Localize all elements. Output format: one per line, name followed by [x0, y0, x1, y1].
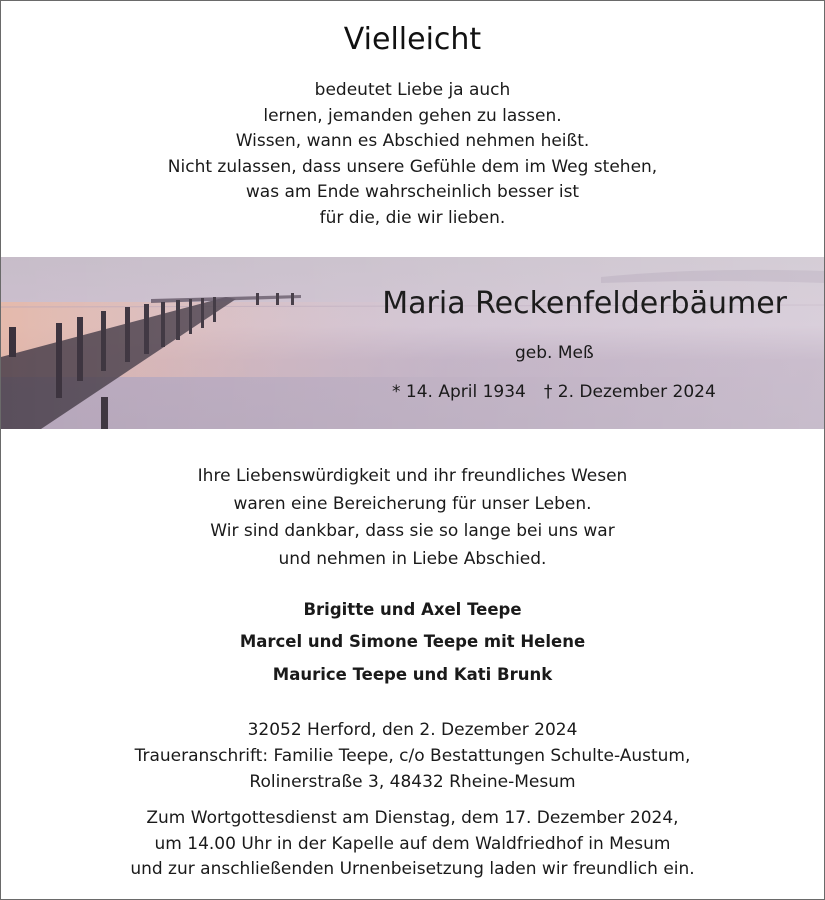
maiden-name: geb. Meß: [515, 343, 594, 363]
poem-line: bedeutet Liebe ja auch: [314, 80, 511, 100]
funeral-service-info: [0, 806, 825, 883]
tribute-line: Wir sind dankbar, dass sie so lange bei uns war: [210, 521, 615, 541]
poem-line: was am Ende wahrscheinlich besser ist: [245, 182, 580, 203]
address-line: Traueranschrift: Familie Teepe, c/o Bestattungen Schulte-Austum,: [134, 746, 691, 766]
poem-line: Wissen, wann es Abschied nehmen heißt.: [235, 131, 590, 152]
tribute-line: Ihre Liebenswürdigkeit und ihr freundliches Wesen: [197, 466, 628, 486]
service-line: Zum Wortgottesdienst am Dienstag, dem 17. Dezember 2024,: [146, 808, 679, 828]
tribute-line: und nehmen in Liebe Abschied.: [278, 548, 547, 569]
deceased-name: Maria Reckenfelderbäumer: [382, 286, 787, 321]
poem-line: für die, die wir lieben.: [319, 207, 506, 228]
lake-pier-banner-image: [1, 257, 824, 429]
tribute-line: waren eine Bereicherung für unser Leben.: [233, 493, 592, 514]
family-member: Brigitte und Axel Teepe: [303, 600, 522, 619]
birth-date: * 14. April 1934: [392, 382, 526, 402]
address-block: [0, 717, 825, 795]
life-dates: [392, 382, 734, 402]
address-line: Rolinerstraße 3, 48432 Rheine-Mesum: [249, 772, 576, 792]
family-member: Marcel und Simone Teepe mit Helene: [239, 632, 586, 652]
tribute-text: [0, 463, 825, 573]
service-line: und zur anschließenden Urnenbeisetzung laden wir freundlich ein.: [130, 859, 695, 879]
address-line: 32052 Herford, den 2. Dezember 2024: [247, 720, 578, 740]
service-line: um 14.00 Uhr in der Kapelle auf dem Waldfriedhof in Mesum: [154, 833, 671, 854]
heading-title: Vielleicht: [343, 22, 482, 57]
poem-line: Nicht zulassen, dass unsere Gefühle dem im Weg stehen,: [167, 156, 658, 177]
family-mourners: [0, 594, 825, 691]
family-member: Maurice Teepe und Kati Brunk: [272, 664, 553, 684]
poem-line: lernen, jemanden gehen zu lassen.: [263, 105, 562, 126]
poem: [0, 78, 825, 232]
death-date: † 2. Dezember 2024: [543, 382, 716, 402]
